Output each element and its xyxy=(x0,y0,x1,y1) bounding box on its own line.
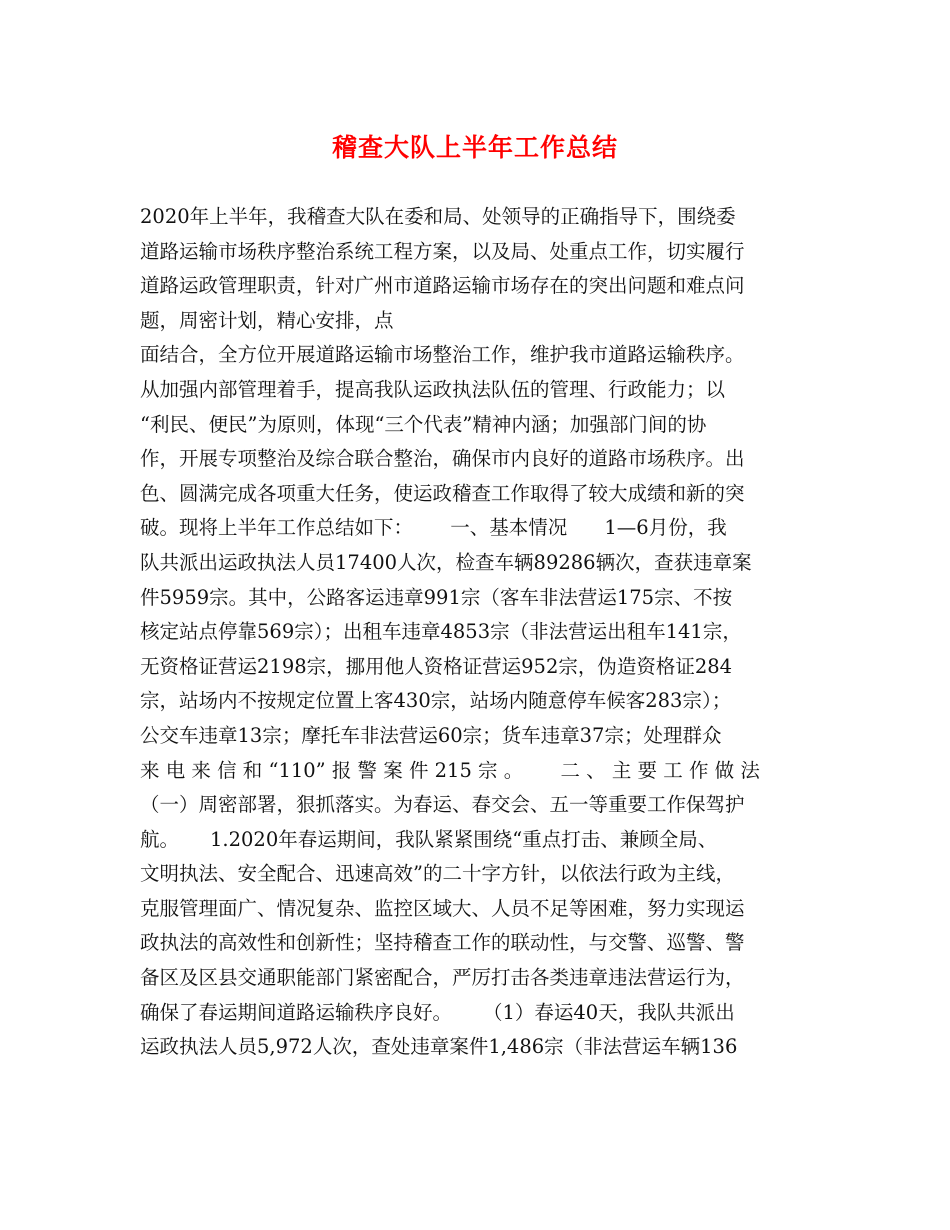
body-line: 从加强内部管理着手，提高我队运政执法队伍的管理、行政能力；以 xyxy=(140,377,726,401)
body-line: 政执法的高效性和创新性；坚持稽查工作的联动性，与交警、巡警、警 xyxy=(140,931,745,955)
body-line: 公交车违章13宗；摩托车非法营运60宗；货车违章37宗；处理群众 xyxy=(140,723,722,747)
body-line: 来 电 来 信 和 “110” 报 警 案 件 215 宗 。 二 、 主 要 工 作 做 法 xyxy=(140,758,760,782)
body-line: 道路运政管理职责，针对广州市道路运输市场存在的突出问题和难点问 xyxy=(140,274,745,298)
body-line: 宗，站场内不按规定位置上客430宗，站场内随意停车候客283宗）； xyxy=(140,689,732,713)
body-line: 航。 1.2020年春运期间，我队紧紧围绕“重点打击、兼顾全局、 xyxy=(140,827,718,851)
body-line: 2020年上半年，我稽查大队在委和局、处领导的正确指导下，围绕委 xyxy=(140,205,736,228)
body-line: 备区及区县交通职能部门紧密配合，严厉打击各类违章违法营运行为， xyxy=(140,966,745,990)
body-line: 色、圆满完成各项重大任务，使运政稽查工作取得了较大成绩和新的突 xyxy=(140,481,745,505)
body-line: 道路运输市场秩序整治系统工程方案，以及局、处重点工作，切实履行 xyxy=(140,239,745,263)
body-line: 确保了春运期间道路运输秩序良好。 （1）春运40天，我队共派出 xyxy=(140,1000,735,1024)
body-line: 破。现将上半年工作总结如下： 一、基本情况 1—6月份，我 xyxy=(140,516,727,540)
body-line: 运政执法人员5,972人次，查处违章案件1,486宗（非法营运车辆136 xyxy=(140,1035,738,1059)
body-line: 文明执法、安全配合、迅速高效”的二十字方针，以依法行政为主线， xyxy=(140,862,735,886)
body-line: 件5959宗。其中，公路客运违章991宗（客车非法营运175宗、不按 xyxy=(140,585,733,609)
body-line: 无资格证营运2198宗，挪用他人资格证营运952宗，伪造资格证284 xyxy=(140,654,733,678)
document-title: 稽查大队上半年工作总结 xyxy=(331,133,618,162)
body-line: 面结合，全方位开展道路运输市场整治工作，维护我市道路运输秩序。 xyxy=(140,343,745,367)
body-line: 题，周密计划，精心安排，点 xyxy=(140,308,394,332)
body-line: （一）周密部署，狠抓落实。为春运、春交会、五一等重要工作保驾护 xyxy=(140,793,745,817)
body-line: 核定站点停靠569宗）；出租车违章4853宗（非法营运出租车141宗， xyxy=(140,620,742,644)
body-line: 克服管理面广、情况复杂、监控区域大、人员不足等困难，努力实现运 xyxy=(140,896,745,920)
body-line: 队共派出运政执法人员17400人次，检查车辆89286辆次，查获违章案 xyxy=(140,550,752,574)
body-line: “利民、便民”为原则，体现“三个代表”精神内涵；加强部门间的协 xyxy=(140,412,707,436)
document-body xyxy=(140,200,815,1065)
body-line: 作，开展专项整治及综合联合整治，确保市内良好的道路市场秩序。出 xyxy=(140,447,745,471)
